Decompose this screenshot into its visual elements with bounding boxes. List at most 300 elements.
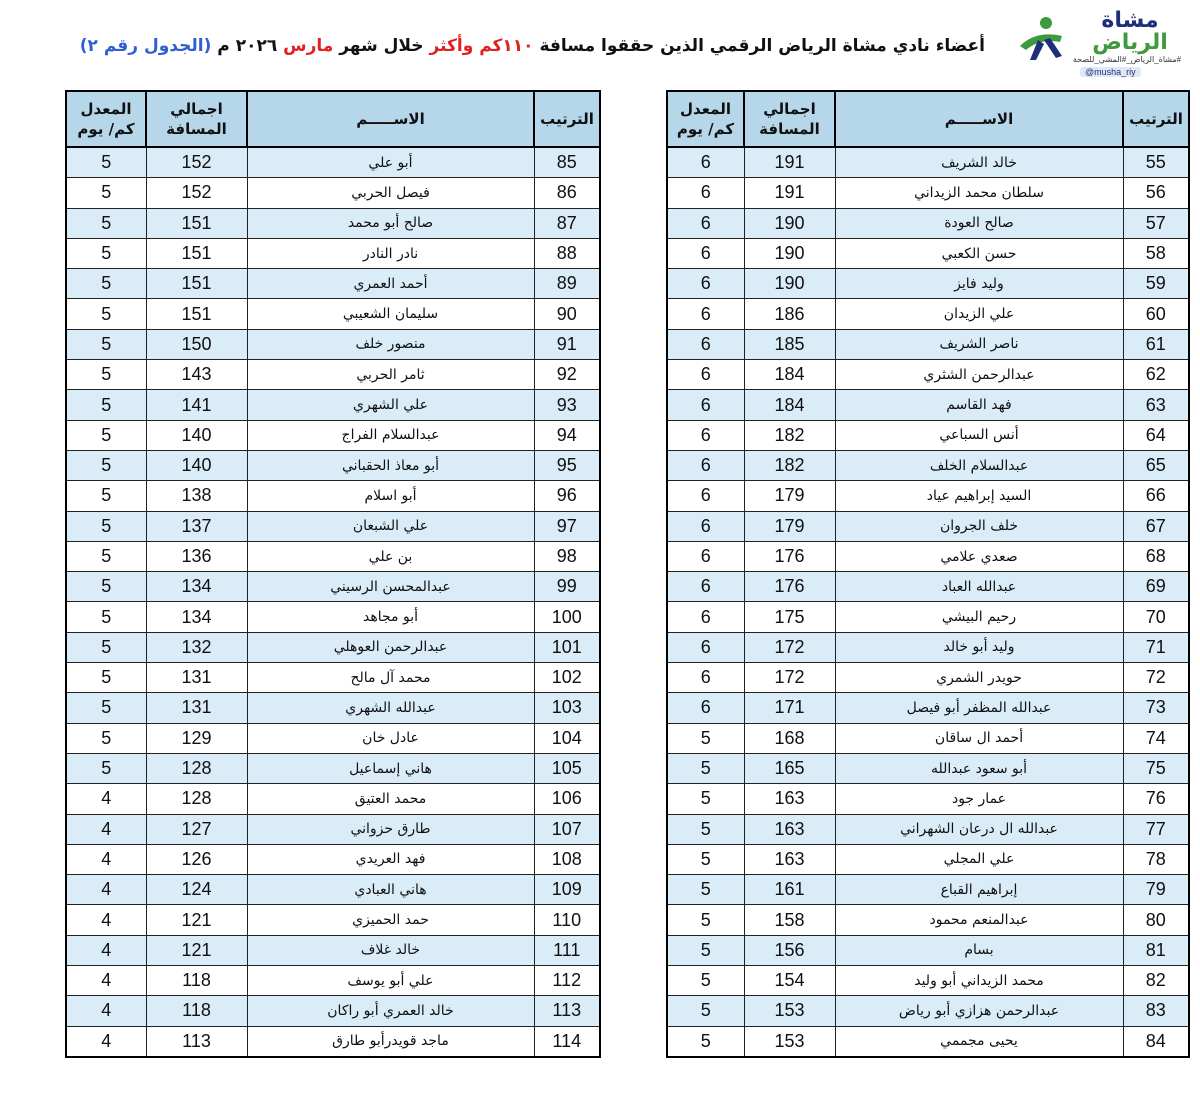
total-distance-cell: 151	[146, 238, 247, 268]
daily-average-cell: 6	[667, 602, 744, 632]
logo-name-line2: الرياض	[1092, 30, 1168, 55]
rank-cell: 100	[534, 602, 600, 632]
total-distance-cell: 158	[744, 905, 835, 935]
total-distance-cell: 165	[744, 753, 835, 783]
name-cell: عبدالسلام الخلف	[835, 450, 1123, 480]
rank-cell: 64	[1123, 420, 1189, 450]
daily-average-cell: 5	[667, 723, 744, 753]
name-cell: نادر النادر	[247, 238, 534, 268]
total-distance-cell: 137	[146, 511, 247, 541]
rank-cell: 69	[1123, 572, 1189, 602]
total-distance-cell: 127	[146, 814, 247, 844]
table-row	[66, 693, 600, 723]
rank-cell: 82	[1123, 966, 1189, 996]
table-row	[667, 753, 1189, 783]
header-total-line1: اجمالي	[763, 100, 816, 118]
total-distance-cell: 152	[146, 147, 247, 178]
total-distance-cell: 136	[146, 541, 247, 571]
total-distance-cell: 121	[146, 935, 247, 965]
daily-average-cell: 5	[66, 572, 146, 602]
name-cell: أبو معاذ الحقباني	[247, 450, 534, 480]
table-row	[66, 602, 600, 632]
daily-average-cell: 5	[667, 844, 744, 874]
table-row	[667, 329, 1189, 359]
rank-cell: 83	[1123, 996, 1189, 1026]
total-distance-cell: 163	[744, 814, 835, 844]
name-cell: محمد الزيداني أبو وليد	[835, 966, 1123, 996]
table-row	[66, 784, 600, 814]
table-row	[66, 753, 600, 783]
rank-cell: 94	[534, 420, 600, 450]
name-cell: عبدالرحمن الشثري	[835, 360, 1123, 390]
name-cell: ثامر الحربي	[247, 360, 534, 390]
rank-cell: 62	[1123, 360, 1189, 390]
name-cell: خالد غلاف	[247, 935, 534, 965]
name-cell: علي أبو يوسف	[247, 966, 534, 996]
total-distance-cell: 184	[744, 360, 835, 390]
daily-average-cell: 5	[66, 481, 146, 511]
daily-average-cell: 5	[66, 602, 146, 632]
rank-cell: 70	[1123, 602, 1189, 632]
name-cell: عادل خان	[247, 723, 534, 753]
daily-average-cell: 6	[667, 663, 744, 693]
header-rank: الترتيب	[534, 91, 600, 147]
daily-average-cell: 5	[667, 996, 744, 1026]
daily-average-cell: 5	[667, 935, 744, 965]
total-distance-cell: 131	[146, 693, 247, 723]
table-row	[667, 996, 1189, 1026]
total-distance-cell: 151	[146, 208, 247, 238]
total-distance-cell: 182	[744, 450, 835, 480]
total-distance-cell: 138	[146, 481, 247, 511]
header-total-line2: المسافة	[759, 120, 820, 138]
rank-cell: 58	[1123, 238, 1189, 268]
title-part2: خلال شهر	[339, 36, 424, 56]
table-row	[667, 541, 1189, 571]
rank-cell: 72	[1123, 663, 1189, 693]
table-row	[667, 905, 1189, 935]
table-row	[667, 1026, 1189, 1057]
rank-cell: 113	[534, 996, 600, 1026]
name-cell: صعدي علامي	[835, 541, 1123, 571]
name-cell: عبدالله الشهري	[247, 693, 534, 723]
daily-average-cell: 6	[667, 481, 744, 511]
rank-cell: 92	[534, 360, 600, 390]
total-distance-cell: 128	[146, 784, 247, 814]
total-distance-cell: 118	[146, 966, 247, 996]
table-row	[66, 511, 600, 541]
rank-cell: 81	[1123, 935, 1189, 965]
table-body	[66, 147, 600, 1057]
daily-average-cell: 5	[66, 450, 146, 480]
daily-average-cell: 5	[667, 966, 744, 996]
header-average	[66, 91, 146, 147]
rank-cell: 109	[534, 875, 600, 905]
rank-cell: 86	[534, 178, 600, 208]
daily-average-cell: 5	[66, 663, 146, 693]
name-cell: عبدالرحمن العوهلي	[247, 632, 534, 662]
table-row	[66, 723, 600, 753]
table-row	[66, 147, 600, 178]
table-row	[66, 178, 600, 208]
table-row	[66, 269, 600, 299]
rank-cell: 57	[1123, 208, 1189, 238]
name-cell: أبو مجاهد	[247, 602, 534, 632]
name-cell: أبو سعود عبدالله	[835, 753, 1123, 783]
table-row	[66, 814, 600, 844]
rank-cell: 98	[534, 541, 600, 571]
name-cell: أنس السباعي	[835, 420, 1123, 450]
walker-icon	[1016, 16, 1066, 62]
table-row	[66, 996, 600, 1026]
rank-cell: 96	[534, 481, 600, 511]
header-name: الاســـــم	[835, 91, 1123, 147]
rank-cell: 90	[534, 299, 600, 329]
total-distance-cell: 141	[146, 390, 247, 420]
table-row	[667, 360, 1189, 390]
daily-average-cell: 5	[66, 299, 146, 329]
daily-average-cell: 5	[66, 693, 146, 723]
name-cell: هاني إسماعيل	[247, 753, 534, 783]
table-row	[66, 329, 600, 359]
header-average	[667, 91, 744, 147]
table-row	[66, 299, 600, 329]
rank-cell: 111	[534, 935, 600, 965]
total-distance-cell: 190	[744, 238, 835, 268]
rank-cell: 84	[1123, 1026, 1189, 1057]
rank-cell: 93	[534, 390, 600, 420]
total-distance-cell: 150	[146, 329, 247, 359]
name-cell: سليمان الشعيبي	[247, 299, 534, 329]
total-distance-cell: 161	[744, 875, 835, 905]
daily-average-cell: 5	[667, 784, 744, 814]
total-distance-cell: 184	[744, 390, 835, 420]
rank-cell: 79	[1123, 875, 1189, 905]
name-cell: عبدالمحسن الرسيني	[247, 572, 534, 602]
table-row	[667, 481, 1189, 511]
table-row	[66, 572, 600, 602]
rank-cell: 85	[534, 147, 600, 178]
name-cell: وليد أبو خالد	[835, 632, 1123, 662]
rank-cell: 106	[534, 784, 600, 814]
rank-cell: 110	[534, 905, 600, 935]
name-cell: وليد فايز	[835, 269, 1123, 299]
daily-average-cell: 4	[66, 966, 146, 996]
table-row	[667, 450, 1189, 480]
total-distance-cell: 154	[744, 966, 835, 996]
total-distance-cell: 151	[146, 269, 247, 299]
table-row	[667, 299, 1189, 329]
name-cell: عبدالله المظفر أبو فيصل	[835, 693, 1123, 723]
rank-cell: 99	[534, 572, 600, 602]
name-cell: ناصر الشريف	[835, 329, 1123, 359]
header-avg-line2: كم/ يوم	[676, 120, 735, 138]
total-distance-cell: 132	[146, 632, 247, 662]
rank-cell: 88	[534, 238, 600, 268]
daily-average-cell: 5	[66, 147, 146, 178]
header-avg-line1: المعدل	[680, 100, 731, 118]
rank-cell: 78	[1123, 844, 1189, 874]
table-row	[667, 632, 1189, 662]
daily-average-cell: 5	[66, 390, 146, 420]
rank-cell: 75	[1123, 753, 1189, 783]
total-distance-cell: 151	[146, 299, 247, 329]
total-distance-cell: 182	[744, 420, 835, 450]
rank-cell: 101	[534, 632, 600, 662]
name-cell: بسام	[835, 935, 1123, 965]
table-row	[667, 784, 1189, 814]
name-cell: رحيم البيشي	[835, 602, 1123, 632]
total-distance-cell: 172	[744, 663, 835, 693]
table-row	[667, 693, 1189, 723]
daily-average-cell: 6	[667, 360, 744, 390]
total-distance-cell: 153	[744, 1026, 835, 1057]
daily-average-cell: 6	[667, 541, 744, 571]
name-cell: هاني العبادي	[247, 875, 534, 905]
total-distance-cell: 126	[146, 844, 247, 874]
ranking-table-left	[65, 90, 601, 1058]
total-distance-cell: 179	[744, 511, 835, 541]
rank-cell: 65	[1123, 450, 1189, 480]
name-cell: سلطان محمد الزيداني	[835, 178, 1123, 208]
name-cell: طارق حزواني	[247, 814, 534, 844]
table-row	[66, 663, 600, 693]
table-row	[667, 238, 1189, 268]
name-cell: خالد العمري أبو راكان	[247, 996, 534, 1026]
name-cell: أحمد العمري	[247, 269, 534, 299]
total-distance-cell: 124	[146, 875, 247, 905]
daily-average-cell: 6	[667, 572, 744, 602]
name-cell: منصور خلف	[247, 329, 534, 359]
daily-average-cell: 5	[66, 329, 146, 359]
total-distance-cell: 156	[744, 935, 835, 965]
title-part3: ٢٠٢٦ م	[217, 36, 278, 56]
daily-average-cell: 5	[667, 875, 744, 905]
table-row	[66, 541, 600, 571]
total-distance-cell: 168	[744, 723, 835, 753]
daily-average-cell: 6	[667, 299, 744, 329]
rank-cell: 73	[1123, 693, 1189, 723]
rank-cell: 104	[534, 723, 600, 753]
name-cell: فيصل الحربي	[247, 178, 534, 208]
table-row	[667, 420, 1189, 450]
daily-average-cell: 5	[66, 723, 146, 753]
rank-cell: 108	[534, 844, 600, 874]
daily-average-cell: 6	[667, 208, 744, 238]
rank-cell: 87	[534, 208, 600, 238]
daily-average-cell: 6	[667, 632, 744, 662]
total-distance-cell: 185	[744, 329, 835, 359]
table-row	[66, 844, 600, 874]
name-cell: عبدالله ال درعان الشهراني	[835, 814, 1123, 844]
name-cell: إبراهيم القباع	[835, 875, 1123, 905]
title-month: مارس	[283, 36, 334, 56]
daily-average-cell: 4	[66, 844, 146, 874]
total-distance-cell: 190	[744, 269, 835, 299]
name-cell: عبدالله العباد	[835, 572, 1123, 602]
total-distance-cell: 176	[744, 541, 835, 571]
title-distance: ١١٠كم وأكثر	[429, 36, 534, 56]
name-cell: حمد الحميزي	[247, 905, 534, 935]
table-row	[667, 269, 1189, 299]
rank-cell: 89	[534, 269, 600, 299]
daily-average-cell: 4	[66, 784, 146, 814]
rank-cell: 55	[1123, 147, 1189, 178]
daily-average-cell: 5	[66, 238, 146, 268]
rank-cell: 105	[534, 753, 600, 783]
rank-cell: 102	[534, 663, 600, 693]
rank-cell: 56	[1123, 178, 1189, 208]
logo-name-line1: مشاة	[1101, 8, 1159, 33]
total-distance-cell: 163	[744, 784, 835, 814]
rank-cell: 77	[1123, 814, 1189, 844]
table-row	[66, 390, 600, 420]
name-cell: السيد إبراهيم عياد	[835, 481, 1123, 511]
table-row	[66, 450, 600, 480]
total-distance-cell: 118	[146, 996, 247, 1026]
name-cell: حويدر الشمري	[835, 663, 1123, 693]
daily-average-cell: 5	[66, 178, 146, 208]
daily-average-cell: 5	[66, 208, 146, 238]
daily-average-cell: 4	[66, 814, 146, 844]
header-rank: الترتيب	[1123, 91, 1189, 147]
total-distance-cell: 129	[146, 723, 247, 753]
table-row	[667, 935, 1189, 965]
total-distance-cell: 186	[744, 299, 835, 329]
table-header-row	[667, 91, 1189, 147]
header-total-line1: اجمالي	[170, 100, 223, 118]
total-distance-cell: 113	[146, 1026, 247, 1057]
logo-handle: @musha_riy	[1080, 67, 1141, 77]
daily-average-cell: 6	[667, 390, 744, 420]
table-row	[667, 208, 1189, 238]
total-distance-cell: 163	[744, 844, 835, 874]
name-cell: عبدالسلام الفراج	[247, 420, 534, 450]
page-title	[15, 31, 985, 61]
total-distance-cell: 172	[744, 632, 835, 662]
name-cell: علي الشهري	[247, 390, 534, 420]
daily-average-cell: 4	[66, 875, 146, 905]
name-cell: خلف الجروان	[835, 511, 1123, 541]
total-distance-cell: 140	[146, 420, 247, 450]
name-cell: علي الزيدان	[835, 299, 1123, 329]
daily-average-cell: 5	[66, 420, 146, 450]
header-avg-line2: كم/ يوم	[77, 120, 135, 138]
table-row	[66, 1026, 600, 1057]
logo-tagline: #مشاة_الرياض_#المشي_للصحة	[1072, 55, 1182, 64]
daily-average-cell: 5	[66, 269, 146, 299]
name-cell: يحيى مجممي	[835, 1026, 1123, 1057]
daily-average-cell: 6	[667, 238, 744, 268]
table-row	[667, 966, 1189, 996]
table-row	[667, 390, 1189, 420]
daily-average-cell: 6	[667, 420, 744, 450]
daily-average-cell: 5	[667, 1026, 744, 1057]
rank-cell: 91	[534, 329, 600, 359]
total-distance-cell: 143	[146, 360, 247, 390]
table-row	[667, 602, 1189, 632]
rank-cell: 71	[1123, 632, 1189, 662]
rank-cell: 68	[1123, 541, 1189, 571]
total-distance-cell: 171	[744, 693, 835, 723]
table-row	[66, 208, 600, 238]
header-avg-line1: المعدل	[80, 100, 132, 118]
daily-average-cell: 6	[667, 147, 744, 178]
title-table-number: (الجدول رقم ٢)	[79, 36, 212, 56]
table-body	[667, 147, 1189, 1057]
total-distance-cell: 140	[146, 450, 247, 480]
daily-average-cell: 5	[66, 632, 146, 662]
rank-cell: 107	[534, 814, 600, 844]
rank-cell: 74	[1123, 723, 1189, 753]
rank-cell: 60	[1123, 299, 1189, 329]
table-row	[667, 723, 1189, 753]
rank-cell: 61	[1123, 329, 1189, 359]
ranking-table-right	[666, 90, 1190, 1058]
daily-average-cell: 5	[667, 814, 744, 844]
header-total	[744, 91, 835, 147]
name-cell: أحمد ال ساقان	[835, 723, 1123, 753]
total-distance-cell: 191	[744, 178, 835, 208]
table-row	[66, 420, 600, 450]
rank-cell: 67	[1123, 511, 1189, 541]
rank-cell: 97	[534, 511, 600, 541]
name-cell: بن علي	[247, 541, 534, 571]
name-cell: عبدالرحمن هزازي أبو رياض	[835, 996, 1123, 1026]
daily-average-cell: 5	[66, 360, 146, 390]
daily-average-cell: 6	[667, 450, 744, 480]
table-row	[667, 663, 1189, 693]
total-distance-cell: 131	[146, 663, 247, 693]
rank-cell: 76	[1123, 784, 1189, 814]
header-total-line2: المسافة	[166, 120, 227, 138]
total-distance-cell: 121	[146, 905, 247, 935]
daily-average-cell: 5	[66, 753, 146, 783]
rank-cell: 95	[534, 450, 600, 480]
total-distance-cell: 190	[744, 208, 835, 238]
table-row	[66, 935, 600, 965]
table-row	[66, 966, 600, 996]
name-cell: فهد القاسم	[835, 390, 1123, 420]
rank-cell: 66	[1123, 481, 1189, 511]
daily-average-cell: 6	[667, 178, 744, 208]
total-distance-cell: 128	[146, 753, 247, 783]
name-cell: عبدالمنعم محمود	[835, 905, 1123, 935]
total-distance-cell: 175	[744, 602, 835, 632]
title-part1: أعضاء نادي مشاة الرياض الرقمي الذين حققوا مسافة	[539, 36, 985, 56]
table-row	[66, 238, 600, 268]
header-total	[146, 91, 247, 147]
daily-average-cell: 4	[66, 1026, 146, 1057]
rank-cell: 114	[534, 1026, 600, 1057]
total-distance-cell: 134	[146, 572, 247, 602]
name-cell: محمد آل مالح	[247, 663, 534, 693]
table-row	[667, 814, 1189, 844]
name-cell: أبو علي	[247, 147, 534, 178]
table-row	[66, 360, 600, 390]
total-distance-cell: 153	[744, 996, 835, 1026]
table-row	[667, 844, 1189, 874]
name-cell: عمار جود	[835, 784, 1123, 814]
daily-average-cell: 5	[667, 753, 744, 783]
rank-cell: 112	[534, 966, 600, 996]
daily-average-cell: 5	[667, 905, 744, 935]
name-cell: علي الشبعان	[247, 511, 534, 541]
daily-average-cell: 6	[667, 329, 744, 359]
name-cell: صالح العودة	[835, 208, 1123, 238]
total-distance-cell: 179	[744, 481, 835, 511]
rank-cell: 59	[1123, 269, 1189, 299]
